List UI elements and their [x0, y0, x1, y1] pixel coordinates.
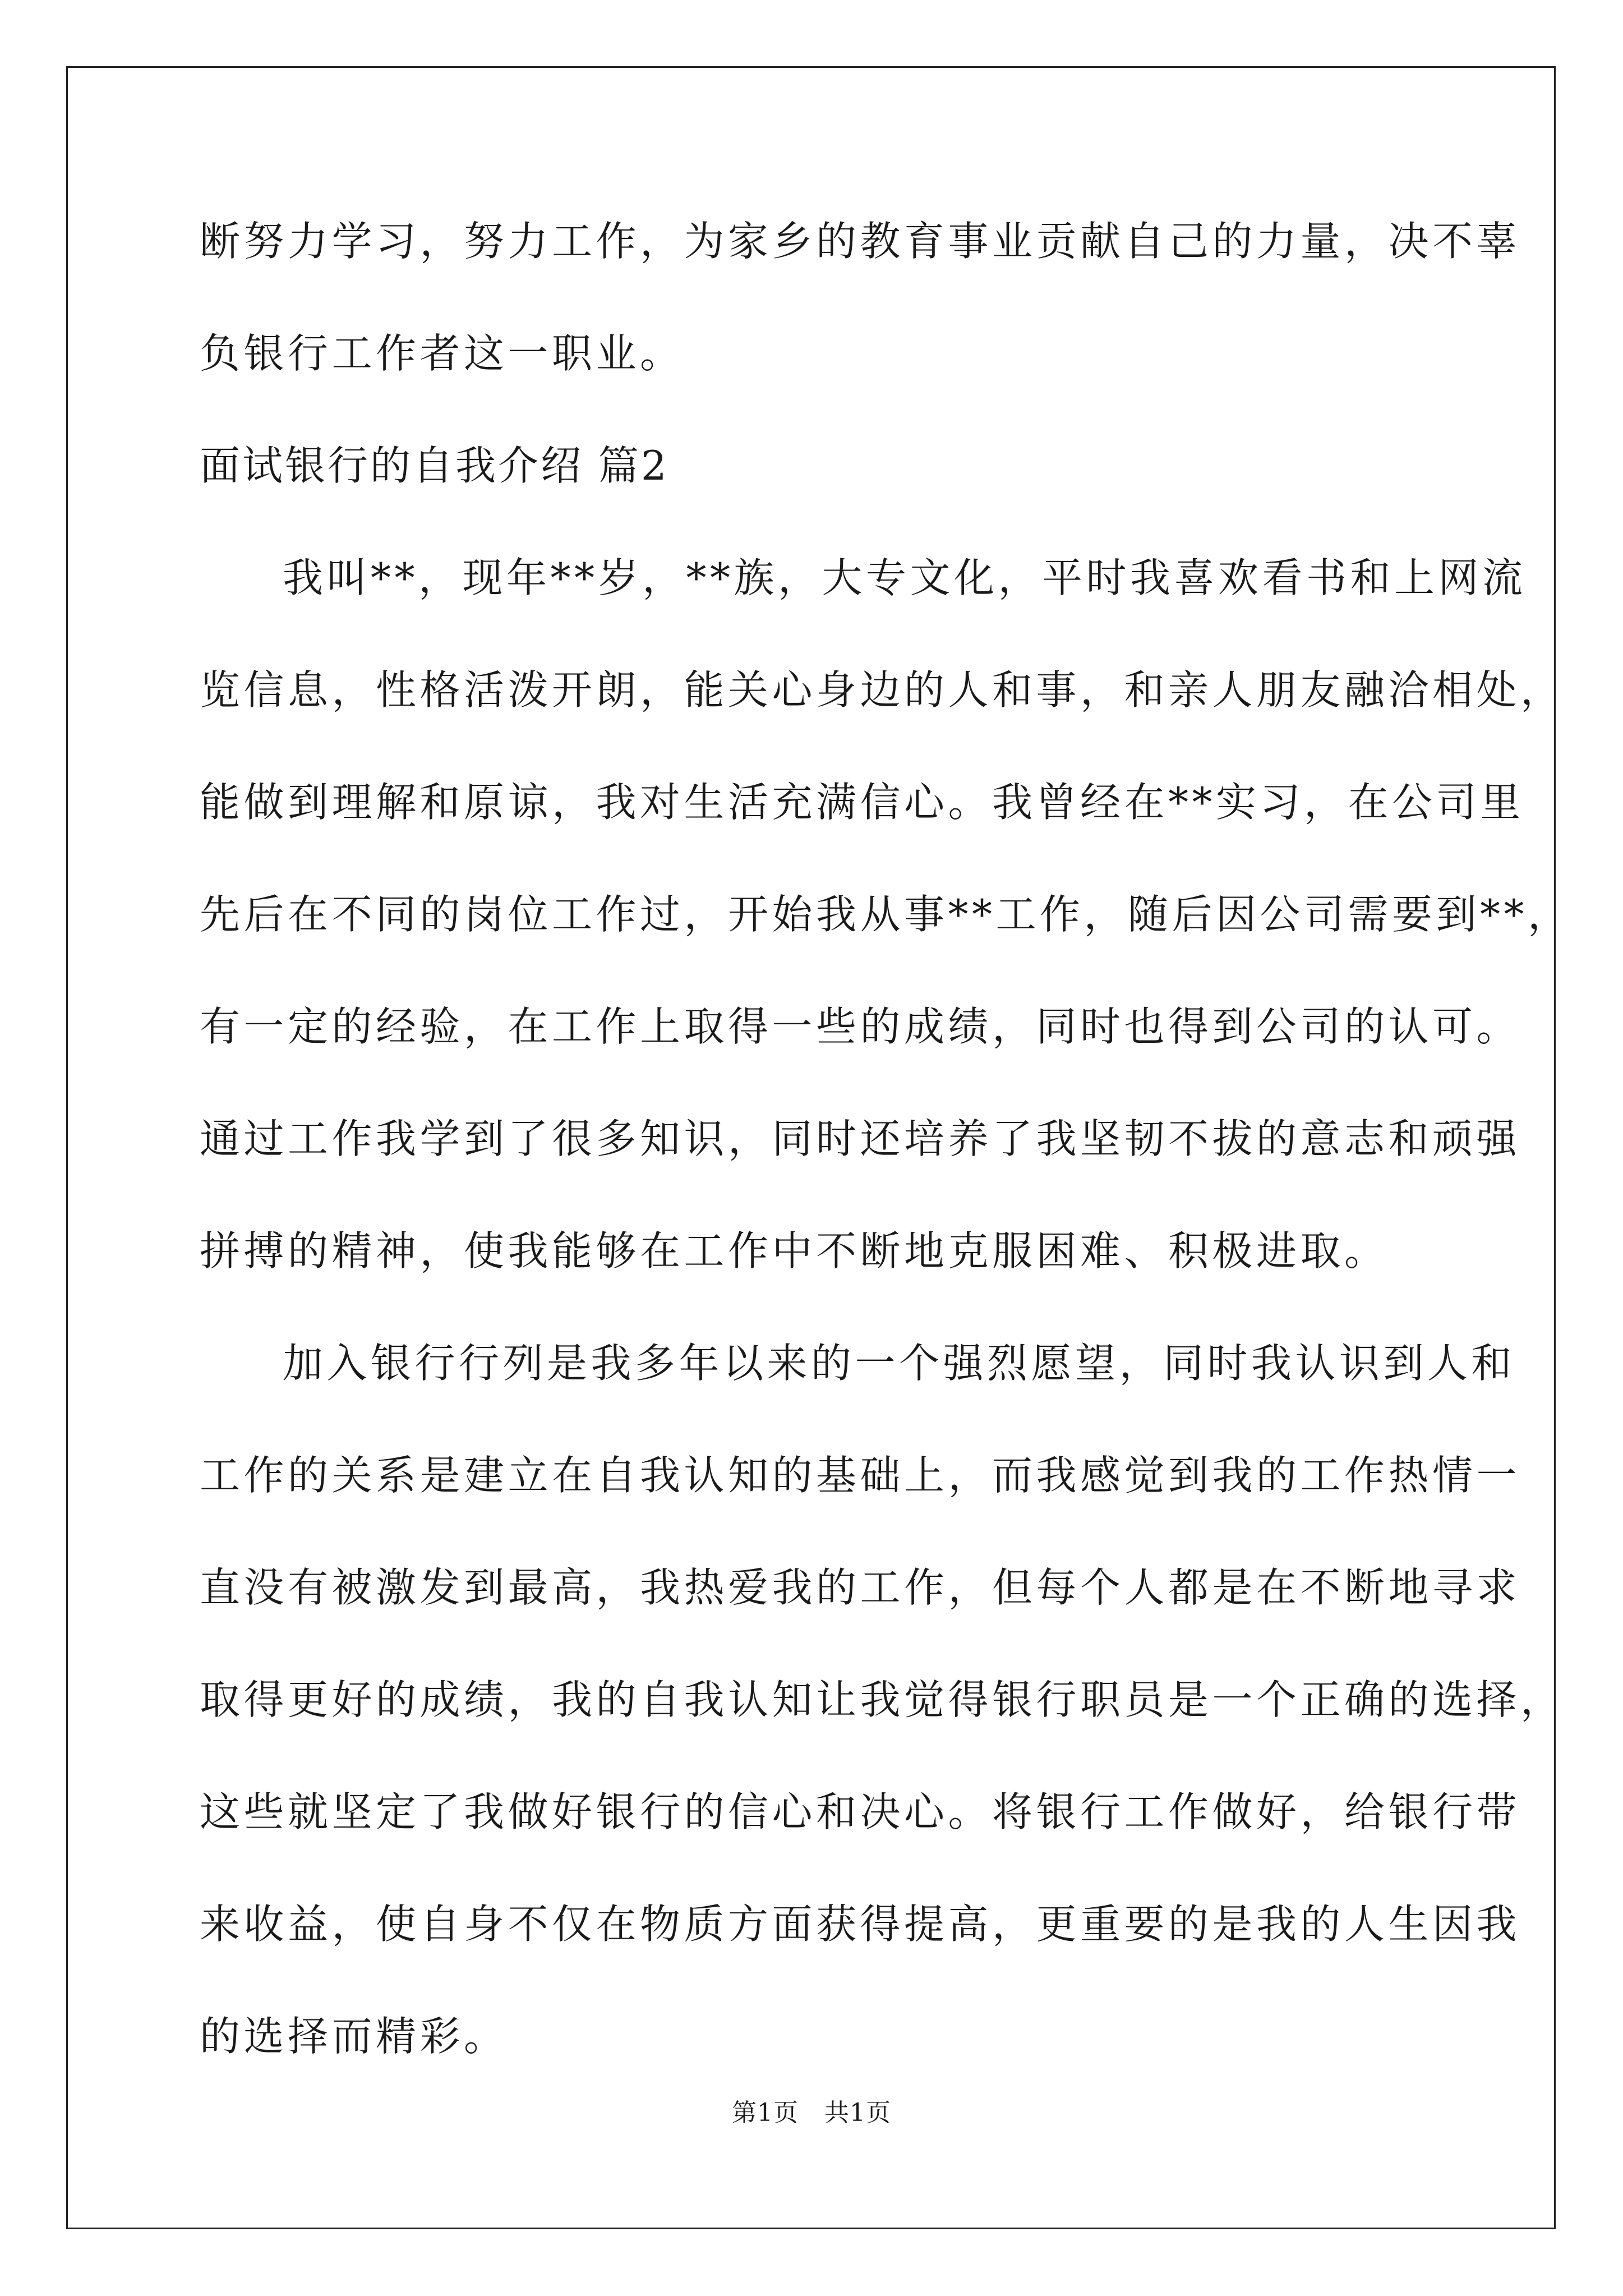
- page-number-current: 第1页: [732, 2099, 799, 2127]
- text-line: 通过工作我学到了很多知识，同时还培养了我坚韧不拔的意志和顽强: [200, 1115, 1521, 1162]
- text-line: 负银行工作者这一职业。: [200, 330, 684, 377]
- text-line: 能做到理解和原谅，我对生活充满信心。我曾经在**实习，在公司里: [200, 779, 1524, 826]
- text-line: 断努力学习，努力工作，为家乡的教育事业贡献自己的力量，决不辜: [200, 218, 1521, 265]
- text-line: 我叫**，现年**岁，**族，大专文化，平时我喜欢看书和上网流: [283, 554, 1527, 601]
- section-heading: 面试银行的自我介绍 篇2: [200, 442, 669, 489]
- text-line: 这些就坚定了我做好银行的信心和决心。将银行工作做好，给银行带: [200, 1788, 1521, 1835]
- text-line: 直没有被激发到最高，我热爱我的工作，但每个人都是在不断地寻求: [200, 1564, 1521, 1611]
- page-number-total: 共1页: [824, 2099, 891, 2127]
- document-body: [200, 185, 1572, 2092]
- text-line: 览信息，性格活泼开朗，能关心身边的人和事，和亲人朋友融洽相处，: [200, 666, 1565, 714]
- text-line: 拼搏的精神，使我能够在工作中不断地克服困难、积极进取。: [200, 1227, 1389, 1274]
- text-line: 加入银行行列是我多年以来的一个强烈愿望，同时我认识到人和: [283, 1340, 1516, 1387]
- text-line: 的选择而精彩。: [200, 2013, 508, 2060]
- text-line: 来收益，使自身不仅在物质方面获得提高，更重要的是我的人生因我: [200, 1901, 1521, 1948]
- text-line: 取得更好的成绩，我的自我认知让我觉得银行职员是一个正确的选择，: [200, 1676, 1565, 1723]
- page-footer: [0, 2092, 1623, 2128]
- text-line: 工作的关系是建立在自我认知的基础上，而我感觉到我的工作热情一: [200, 1452, 1521, 1499]
- text-line: 有一定的经验，在工作上取得一些的成绩，同时也得到公司的认可。: [200, 1003, 1521, 1050]
- text-line: 先后在不同的岗位工作过，开始我从事**工作，随后因公司需要到**，: [200, 891, 1572, 938]
